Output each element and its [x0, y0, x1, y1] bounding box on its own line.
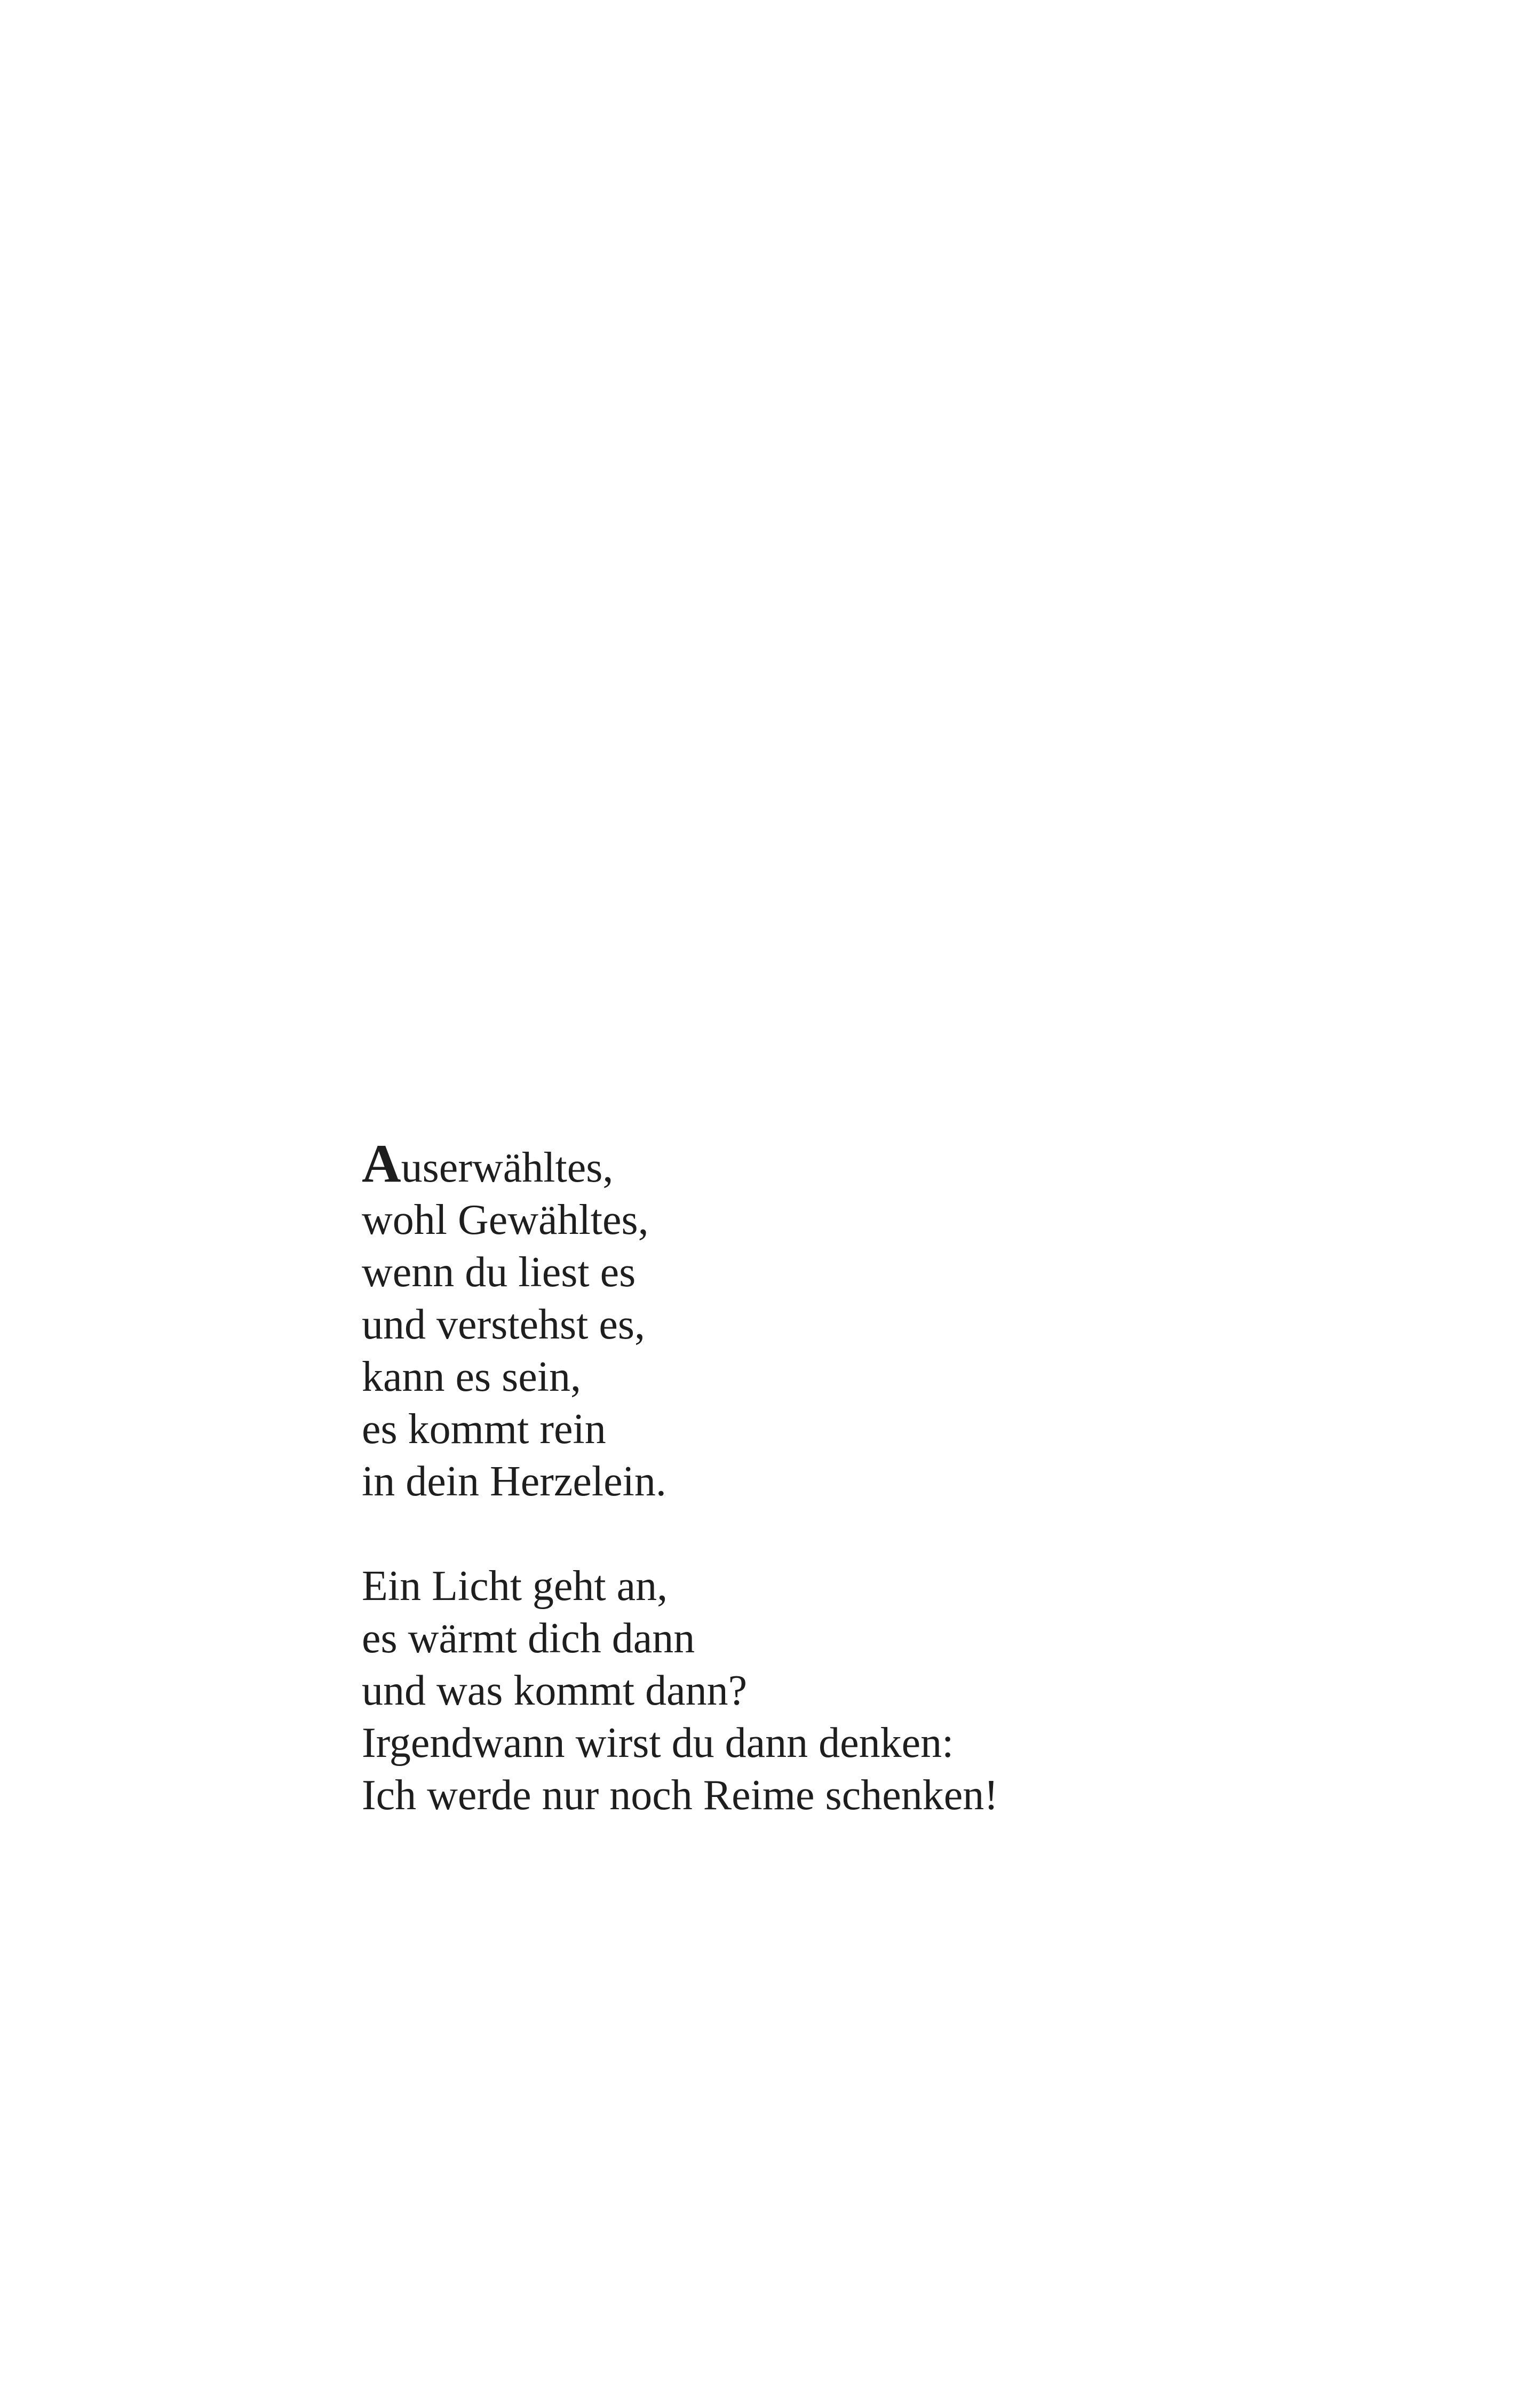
poem-line: kann es sein,: [362, 1353, 582, 1400]
poem-line: und was kommt dann?: [362, 1667, 748, 1714]
poem-line: und verstehst es,: [362, 1301, 646, 1348]
poem-line: Ich werde nur noch Reime schenken!: [362, 1772, 998, 1819]
poem-line: in dein Herzelein.: [362, 1458, 666, 1505]
poem-line: es kommt rein: [362, 1406, 606, 1453]
poem-line: Ein Licht geht an,: [362, 1563, 668, 1610]
poem-line-text: userwähltes,: [401, 1144, 614, 1191]
poem-line: wenn du liest es: [362, 1249, 636, 1296]
poem-line: Irgendwann wirst du dann denken:: [362, 1720, 954, 1767]
poem-line: [362, 1134, 1376, 1194]
poem-line: es wärmt dich dann: [362, 1615, 695, 1662]
poem: [362, 1134, 1376, 1821]
stanza-2: [362, 1560, 1376, 1821]
poem-line: wohl Gewähltes,: [362, 1197, 649, 1243]
stanza-1: [362, 1134, 1376, 1508]
drop-cap-initial: A: [362, 1134, 401, 1194]
